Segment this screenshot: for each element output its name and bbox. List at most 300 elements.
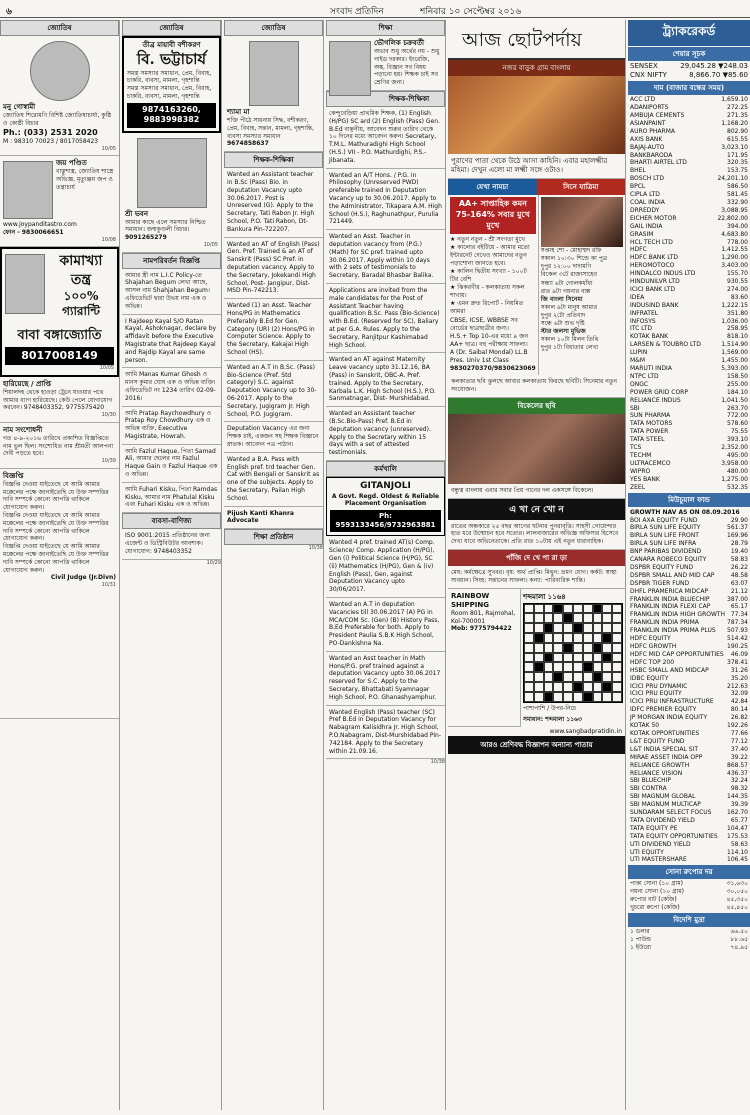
crossword-cell — [534, 643, 544, 653]
stock-row — [630, 112, 748, 120]
listing-item: সন্ধ্যা ৬টা গোলকধাঁধা — [540, 279, 593, 287]
classified-body: বিজ্ঞপ্তি দেওয়া যাইতেছে যে আমি আমার মক্কেলের পক্ষে জানাইতেছি যে উক্ত সম্পত্তির দাবি সম্পর্কে কোনো আপত্তি থাকিলে যোগাযোগ করুন। — [3, 480, 109, 512]
stock-row-name: HDFC — [630, 246, 647, 254]
crossword-cell — [593, 623, 603, 633]
stock-row — [630, 231, 748, 239]
gold-row — [630, 880, 748, 888]
crossword-cell — [612, 692, 622, 702]
fund-row-value: 29.90 — [730, 516, 748, 524]
forex-row-name: ১ ইউরো — [630, 943, 652, 951]
horoscope-body: মেষ: কর্মক্ষেত্রে সুখবর। বৃষ: অর্থ প্রাপ্তি। মিথুন: ভ্রমণ যোগ। কর্কট: স্বাস্থ্য সাবধান। সিংহ: সন্তানের সাফল্য। কন্যা: পারিবারিক শান্তি। — [448, 566, 625, 589]
crossword-cell — [534, 662, 544, 672]
crossword-title: শব্দমালা ১১৬৪ — [523, 592, 566, 601]
crossword-cell — [583, 613, 593, 623]
stock-row-value: 1,168.20 — [721, 119, 748, 127]
stock-list — [628, 96, 750, 491]
fund-row — [630, 540, 748, 548]
classified-code: 10/39 — [101, 458, 116, 465]
fund-row-name: DSPBR TIGER FUND — [630, 579, 690, 587]
fund-row-value: 192.26 — [727, 722, 748, 730]
stock-row — [630, 191, 748, 199]
crossword-cell — [544, 604, 554, 614]
fund-row-value: 77.66 — [730, 729, 748, 737]
stock-row-value: 1,569.00 — [721, 349, 748, 357]
stock-row-value: 1,659.10 — [721, 96, 748, 104]
fund-row — [630, 635, 748, 643]
teacher-notice: Wanted English (Pass) teacher (SC) Pref B.Ed in Deputation Vacancy for Nabagram Kalisidhra Jr. High School, P.O.Nabagram, Dist-Murshidabad Pin-742184. Apply to the Secretary within 21.09.16. — [326, 706, 445, 760]
fund-row — [630, 596, 748, 604]
crossword-cell — [593, 633, 603, 643]
crossword-grid — [523, 603, 623, 703]
crossword-cell — [602, 623, 612, 633]
stock-row-name: TATA MOTORS — [630, 420, 673, 428]
fund-row-value: 175.53 — [727, 832, 748, 840]
rainbow-shipping-ad — [448, 589, 521, 727]
stock-row-value: 3,023.10 — [721, 143, 748, 151]
stock-row-value: 394.00 — [727, 222, 748, 230]
stock-row — [630, 428, 748, 436]
index-list — [628, 62, 750, 80]
listing-item: ★ এমন দ্রুত রিপোর্ট - নিয়মিত আমরা — [450, 300, 524, 316]
astrologer-ad-2 — [0, 156, 119, 247]
crossword-cell — [593, 662, 603, 672]
stock-row-value: 351.80 — [727, 309, 748, 317]
index-row-name: CNX NIFTY — [630, 71, 667, 80]
name-change-notice: আমার স্ত্রী নাম L.I.C Policy-তে Shajahan Begum লেখা আছে, আসল নাম Shahjahan Begum। এফিডেভিট দ্বারা উভয় নাম এক ও অভিন্ন। — [122, 269, 221, 315]
ad-code: 10/38 — [430, 759, 445, 766]
stock-row-name: INDUSIND BANK — [630, 301, 679, 309]
crossword-cell — [602, 662, 612, 672]
stock-row-value: 495.00 — [727, 451, 748, 459]
stock-row-value: 83.60 — [730, 293, 748, 301]
stock-row — [630, 452, 748, 460]
name-change-notice: আমি Manas Kumar Ghosh ও মানস কুমার ঘোষ এক ও অভিন্ন ব্যক্তি। এফিডেভিট নং 1234 তারিখ 02-09-2016। — [122, 368, 221, 406]
crossword-cell — [573, 692, 583, 702]
tutor-ad — [326, 36, 445, 91]
forex-list — [628, 928, 750, 952]
guru-photo — [137, 138, 207, 208]
fund-row-name: FRANKLIN INDIA PRIMA PLUS — [630, 627, 716, 635]
fund-row-name: CANARA ROBECO EQUITY — [630, 556, 707, 564]
stock-row — [630, 349, 748, 357]
fund-row-name: DSPBR SMALL AND MID CAP — [630, 571, 715, 579]
fund-row — [630, 856, 748, 864]
stock-row-name: RELIANCE INDUS — [630, 396, 681, 404]
fund-row — [630, 722, 748, 730]
forex-subhead: বিদেশি মুদ্রা — [628, 913, 750, 927]
name-change-notice: আমি Fuhari Kisku, পিতা Ramdas Kisku, আমার নাম Phatulal Kisku এবং Fuhari Kisku এক ও অভিন্ন। — [122, 483, 221, 513]
ad-subtitle: A Govt. Regd. Oldest & Reliable Placement Organisation — [331, 492, 440, 508]
fund-row — [630, 754, 748, 762]
tv-listing-right-head: সিনে যাত্রিমা — [537, 179, 626, 195]
fund-row-name: HSBC SMALL AND MIDCAP — [630, 666, 709, 674]
fund-row — [630, 659, 748, 667]
fund-row — [630, 517, 748, 525]
index-row — [630, 62, 748, 71]
listing-item: A (Dr. Saibal Mondal) LL.B Pres. Univ 1st Class — [450, 348, 528, 364]
classified-body: বিজ্ঞপ্তি দেওয়া যাইতেছে যে আমি আমার মক্কেলের পক্ষে জানাইতেছি যে উক্ত সম্পত্তির দাবি সম্পর্কে কোনো আপত্তি থাকিলে যোগাযোগ করুন। — [3, 511, 109, 543]
stock-row-name: EICHER MOTOR — [630, 214, 677, 222]
stock-row-value: 578.60 — [727, 420, 748, 428]
listing-channel: স্টার জলসা মুভিজ — [540, 328, 586, 336]
fund-row-name: DHFL PRAMERICA MIDCAP — [630, 587, 709, 595]
crossword-cell — [602, 692, 612, 702]
fund-row-name: TATA DIVIDEND YIELD — [630, 816, 695, 824]
stock-row-value: 930.55 — [727, 278, 748, 286]
ad-body: আমার কাছে এলে সমস্যার নিশ্চিত সমাধান। জন্মকুণ্ডলী বিচার। — [125, 218, 206, 234]
stock-row — [630, 294, 748, 302]
stock-row-name: TATA POWER — [630, 428, 669, 436]
classified-name-correction — [0, 423, 119, 469]
ad-title: জয় পণ্ডিত — [56, 159, 87, 168]
fund-row-name: TATA EQUITY PE — [630, 824, 678, 832]
stock-row — [630, 104, 748, 112]
fund-row — [630, 667, 748, 675]
stock-row-name: ZEEL — [630, 483, 646, 491]
forex-row-name: ১ পাউন্ড — [630, 935, 652, 943]
crossword-cell — [573, 653, 583, 663]
crossword-cell — [583, 623, 593, 633]
crossword-cell — [524, 623, 534, 633]
stock-row-value: 255.00 — [727, 380, 748, 388]
stock-row — [630, 223, 748, 231]
crossword-cell — [612, 613, 622, 623]
listing-item: রাত ৯টা গয়নার বাক্স — [540, 287, 591, 295]
stock-row-name: ICICI BANK LTD — [630, 285, 675, 293]
stock-row-value: 153.75 — [727, 167, 748, 175]
fund-row — [630, 738, 748, 746]
forex-row-value: ৬৬.৫০ — [730, 928, 748, 935]
crossword-cell — [602, 643, 612, 653]
teacher-notice: Wanted an Asst teacher in Math Hons/P.G. pref trained against a deputation Vacancy upto 30.06.2017 reserved for S.C. Apply to the Secretary, Bhattabati Syamnagar High School, P.O. Ghanashyamphur. — [326, 652, 445, 706]
tv-listing-right — [539, 195, 625, 375]
gold-row-name: পাকা সোনা (১০ গ্রাম) — [630, 880, 683, 888]
ad-body: জ্যোতিষ শিরোমণি বিশিষ্ট জ্যোতিষাচার্যা, কুষ্ঠি ও কোষ্ঠী বিচার — [3, 112, 112, 127]
crossword-cell — [593, 653, 603, 663]
teacher-notice: Wanted an Assistant teacher in B.Sc (Pass) Bio. in deputation Vacancy upto 30.06.2017. Post is Unreserved (G). Apply to the Secretary, Tati Rabon Jr. High School, P.O. Tati Rabon, Dt-Bankura Pin-722207. — [224, 168, 323, 237]
fund-row-value: 21.12 — [730, 587, 748, 595]
stock-row-value: 3,958.00 — [721, 459, 748, 467]
fund-row-value: 32.24 — [730, 777, 748, 785]
ad-phone: ফোন - 9830066651 — [3, 229, 64, 237]
crossword-cell — [573, 604, 583, 614]
listing-phone: 9830270370/9830623069 — [450, 365, 536, 373]
stock-row-value: 184.10 — [727, 388, 748, 396]
column-3 — [224, 20, 324, 1110]
stock-row-name: BAJAJ-AUTO — [630, 143, 665, 151]
stock-row — [630, 96, 748, 104]
stock-row — [630, 239, 748, 247]
stock-row-value: 24,201.10 — [717, 175, 748, 183]
fund-row — [630, 785, 748, 793]
listing-item: সকাল ৯টা মানুষ আমার — [540, 303, 598, 311]
page-date: শনিবার ১০ সেপ্টেম্বর ২০১৬ — [420, 7, 522, 17]
name-change-notice: I Rajdeep Kayal S/O Ratan Kayal, Ashoknagar, declare by affidavit before the Executive Magistrate that Rajdeep Kayal and Rajdip Kayal are same person. — [122, 315, 221, 369]
fund-row-name: UTI EQUITY — [630, 848, 664, 856]
fund-row-name: ICICI PRU DYNAMIC — [630, 682, 688, 690]
crossword-cell — [553, 692, 563, 702]
index-row — [630, 71, 748, 80]
stock-row-name: AURO PHARMA — [630, 127, 675, 135]
index-row-name: SENSEX — [630, 62, 658, 70]
stock-row-name: NTPC LTD — [630, 372, 659, 380]
fund-row-name: IDBC EQUITY — [630, 674, 669, 682]
crossword-cell — [524, 633, 534, 643]
fund-row-name: FRANKLIN INDIA BLUECHIP — [630, 595, 710, 603]
stock-row-value: 1,412.55 — [721, 246, 748, 254]
horoscope-banner: পাঁজি দে খে পা রা ড়া — [448, 550, 625, 566]
fund-row-name: TATA EQUITY OPPORTUNITIES — [630, 832, 718, 840]
fund-row — [630, 627, 748, 635]
forex-row — [630, 944, 748, 952]
listing-item: দুপুর ২টো প্রতিবাদ — [540, 311, 586, 319]
crossword-cell — [524, 604, 534, 614]
fund-row-name: MIRAE ASSET INDIA OPP — [630, 753, 703, 761]
teacher-notice: Wanted 4 pref. trained AT(s) Comp. Science/ Comp. Application (H/PG), Gen (i) Political Science (H/PG), SC (ii) Mathematics (H/PG), Gen & (iv) English (Pass), Gen, against Deputation Vacancy upto 30/06/2017. — [326, 536, 445, 598]
market-title: ট্র্যাকরেকর্ড — [628, 20, 750, 46]
stock-row-name: INFRATEL — [630, 309, 659, 317]
gitanjoli-ad — [326, 477, 445, 536]
stock-row-name: ADANIPORTS — [630, 104, 669, 112]
stock-row-value: 258.95 — [727, 325, 748, 333]
stock-row — [630, 159, 748, 167]
newspaper-name: সংবাদ প্রতিদিন — [330, 7, 384, 17]
fund-row-value: 42.84 — [730, 698, 748, 706]
crossword-cell — [563, 643, 573, 653]
listing-item: ★ কালোর বইটিয়ে - আমার মতো ইন্টারনেট দেখেও আমাদের নতুন পড়াশোনা জানতে হবে। — [450, 243, 530, 267]
crossword-cell — [524, 662, 534, 672]
fund-row-value: 58.83 — [730, 556, 748, 564]
crossword-cell — [583, 672, 593, 682]
stock-row-value: 1,290.00 — [721, 254, 748, 262]
ad-name: বি. ভট্টাচার্য — [136, 50, 207, 69]
crossword — [521, 589, 625, 727]
crossword-cell — [544, 643, 554, 653]
listing-item: CBSE, ICSE, WBBSE সব বোর্ডের ছাত্রছাত্রীর জন্য। — [450, 316, 518, 332]
section-heading-astrology: জ্যোতিষ — [122, 20, 221, 36]
crossword-cell — [563, 662, 573, 672]
stock-row-name: POWER GRID CORP — [630, 388, 688, 396]
crossword-cell — [583, 662, 593, 672]
tv-feature-image — [448, 76, 625, 154]
stock-row-value: 778.00 — [727, 238, 748, 246]
fund-row-name: SUNDARAM SELECT FOCUS — [630, 809, 712, 817]
section-heading-name-change: নামপরিবর্তন বিজ্ঞপ্তি — [122, 253, 221, 269]
fund-row — [630, 793, 748, 801]
fund-row — [630, 801, 748, 809]
stock-row — [630, 144, 748, 152]
ad-phone: 9091265279 — [125, 234, 167, 242]
fund-row — [630, 524, 748, 532]
teacher-notice: Wanted an Asst. Teacher in deputation vacancy from (P.G.) (Math) for SC pref. trained upto 30.06.2017. Apply within 10 days with 2 sets of testimonials to Secretary, Baradal Bhasbar Balika. — [326, 230, 445, 284]
column-1 — [0, 20, 120, 1110]
ad-web: www.joypanditastro.com — [3, 221, 77, 229]
stock-row-name: SUN PHARMA — [630, 412, 671, 420]
stock-row — [630, 405, 748, 413]
listing-item: ★ কালিন দ্বিতীয় সংখ্যা - ১০০ট টির বেশি — [450, 267, 527, 284]
name-change-notice: আমি Pratap Raychowdhury ও Pratap Roy Chowdhury এক ও অভিন্ন ব্যক্তি, Executive Magistrate, Howrah. — [122, 407, 221, 445]
stock-row — [630, 310, 748, 318]
fund-row — [630, 770, 748, 778]
fund-row-value: 80.14 — [730, 706, 748, 714]
stock-row-value: 22,802.00 — [717, 214, 748, 222]
classified-title: নাম সংশোধনী — [3, 425, 43, 434]
crossword-cell — [534, 633, 544, 643]
crossword-cell — [553, 604, 563, 614]
website-text: www.sangbadpratidin.in — [549, 727, 622, 735]
crossword-cell — [612, 672, 622, 682]
stock-row-name: INFOSYS — [630, 317, 656, 325]
stock-row-name: DRREDDY — [630, 206, 660, 214]
tv-caption: বন্ধুত্ব বাংলায় এবার সবার প্রিয় গানের দল একসঙ্গে বিকেলে। — [448, 484, 625, 499]
stock-row — [630, 476, 748, 484]
stock-row — [630, 120, 748, 128]
fund-row-value: 868.57 — [727, 761, 748, 769]
crossword-cell — [563, 692, 573, 702]
fund-row-value: 19.40 — [730, 548, 748, 556]
stock-row — [630, 436, 748, 444]
stock-row-name: HEROMOTOCO — [630, 262, 675, 270]
classified-code: 10/31 — [101, 582, 116, 589]
ad-code: 10/05 — [99, 365, 114, 372]
stock-row-value: 272.25 — [727, 104, 748, 112]
crossword-cell — [563, 623, 573, 633]
crossword-cell — [534, 604, 544, 614]
section-heading-business: ব্যবসা-বাণিজ্য — [122, 513, 221, 529]
gold-row — [630, 896, 748, 904]
crossword-cell — [563, 682, 573, 692]
fund-row-name: UTI MASTERSHARE — [630, 856, 687, 864]
stock-row — [630, 365, 748, 373]
crossword-cell — [573, 633, 583, 643]
tv-listing-heads — [448, 179, 625, 195]
gold-subhead: সোনা রুপোর দর — [628, 865, 750, 879]
fund-row-name: JP MORGAN INDIA EQUITY — [630, 714, 708, 722]
teacher-notice: Deputation Vacancy এর জন্য শিক্ষক চাই, একজন সহ শিক্ষক বিজ্ঞানে স্নাতক। আবেদন পত্র পাঠান। — [224, 422, 323, 452]
ad-headline: তীব্র মায়াবী বশীকরণ — [142, 41, 201, 49]
crossword-cell — [544, 623, 554, 633]
fund-row-value: 190.25 — [727, 643, 748, 650]
crossword-cell — [612, 682, 622, 692]
stock-row-name: GRASIM — [630, 230, 654, 238]
classified-title: হারিয়েছে / প্রাপ্তি — [3, 379, 51, 388]
teacher-notice: Wanted an A/T Hons. / P.G. in Philosophy (Unreserved PWD) preferable trained in Deputation Vacancy up to 30.06.2017. Apply to the Administrator, Tikapara A.M. High School (H.S.), Raghunathpur, Purulia 721449. — [326, 169, 445, 231]
crossword-cell — [544, 662, 554, 672]
crossword-cell — [553, 682, 563, 692]
tv-band-image — [448, 414, 625, 484]
crossword-cell — [593, 682, 603, 692]
tv-listing-left — [448, 195, 539, 375]
crossword-cell — [573, 613, 583, 623]
crossword-cell — [534, 653, 544, 663]
stock-row — [630, 152, 748, 160]
tv-caption: পুরাণের পাতা থেকে উঠে আসা কাহিনি। এবার মহালক্ষ্মীর মহিমা। দেখুন এলো মা লক্ষ্মী সঙ্গে ওটাও। — [448, 154, 625, 179]
fund-row-value: 77.34 — [730, 611, 748, 619]
ad-title: GITANJOLI — [360, 480, 411, 491]
stock-row-name: GAIL INDIA — [630, 222, 663, 230]
fund-row — [630, 825, 748, 833]
crossword-cell — [602, 604, 612, 614]
crossword-cell — [544, 692, 554, 702]
fund-row-value: 26.22 — [730, 563, 748, 571]
fund-row-value: 114.10 — [727, 848, 748, 856]
listing-item: দুপুর ১টা বিধাতার লেখা — [540, 344, 599, 352]
stock-row — [630, 468, 748, 476]
fund-row-value: 58.63 — [730, 840, 748, 848]
crossword-cell — [563, 653, 573, 663]
stock-row — [630, 397, 748, 405]
classified-sign: Civil Judge (Jr.Divn) — [50, 574, 116, 582]
forex-row — [630, 928, 748, 936]
ad-code: 10/08 — [101, 236, 116, 243]
crossword-cell — [544, 682, 554, 692]
astrologer-ad-1 — [0, 36, 119, 156]
fund-row-name: RELIANCE GROWTH — [630, 761, 690, 769]
ad-phone: Ph: 9593133456/9732963881 — [330, 510, 441, 532]
crossword-cell — [602, 633, 612, 643]
tv-listing-left-head: যেখা নামচা — [448, 179, 537, 195]
forex-row-value: ৮৮.৬৫ — [730, 935, 748, 943]
stock-row — [630, 381, 748, 389]
stock-row — [630, 302, 748, 310]
forex-row — [630, 936, 748, 944]
crossword-cell — [583, 682, 593, 692]
column-6-markets — [628, 20, 750, 1110]
stock-row-value: 581.45 — [727, 191, 748, 199]
fund-row-name: BNP PARIBAS DIVIDEND — [630, 548, 702, 556]
stock-row-value: 1,455.00 — [721, 357, 748, 365]
stock-row-name: LARSEN & TOUBRO LTD — [630, 341, 701, 349]
stock-row-value: 3,088.95 — [721, 206, 748, 214]
ad-phone: 8017008149 — [5, 347, 114, 365]
fund-row-value: 37.40 — [730, 745, 748, 753]
crossword-cell — [573, 643, 583, 653]
tv-strip: নজর বাড়ুক গ্রাম বাংলায় — [448, 60, 625, 76]
listing-item: সকাল ১০:৩০ শিন্ডে কা পুত্র — [540, 255, 608, 263]
ad-code: 10/05 — [101, 145, 116, 152]
stock-row — [630, 270, 748, 278]
market-subhead: শেয়ার সূচক — [628, 47, 750, 61]
fund-row-value: 65.17 — [730, 603, 748, 611]
ad-headline: কামাখ্যা তন্ত্র — [59, 253, 103, 288]
fund-row-name: ICICI PRU EQUITY — [630, 690, 682, 698]
gold-row — [630, 888, 748, 896]
crossword-cell — [612, 623, 622, 633]
stock-row-name: ACC LTD — [630, 96, 656, 104]
fund-row-name: DSPBR EQUITY FUND — [630, 563, 694, 571]
crossword-cell — [583, 692, 593, 702]
bhattacharya-ad — [122, 36, 221, 133]
crossword-cell — [593, 692, 603, 702]
fund-row-name: KOTAK 50 — [630, 722, 660, 730]
crossword-cell — [612, 653, 622, 663]
crossword-cell — [544, 672, 554, 682]
fund-row-name: HDFC GROWTH — [630, 643, 677, 650]
crossword-cell — [563, 613, 573, 623]
teacher-notice: Wanted a B.A. Pass with English pref. trd teacher Gen. Cat with Bengali or Sanskrit as one of the subjects. Apply to the Secretary, Pailan High School. — [224, 453, 323, 507]
fund-row — [630, 777, 748, 785]
fund-row-value: 436.37 — [727, 769, 748, 777]
fund-row-value: 77.12 — [730, 737, 748, 745]
stock-row-value: 171.95 — [727, 151, 748, 159]
fund-row-value: 169.96 — [727, 532, 748, 540]
fund-row — [630, 683, 748, 691]
stock-row-value: 271.35 — [727, 112, 748, 119]
gold-row-name: রুপোর বাট (কেজি) — [630, 896, 677, 904]
stock-row-name: BOSCH LTD — [630, 175, 664, 183]
ad-code: 10/38 — [308, 545, 323, 552]
stock-row — [630, 484, 748, 492]
